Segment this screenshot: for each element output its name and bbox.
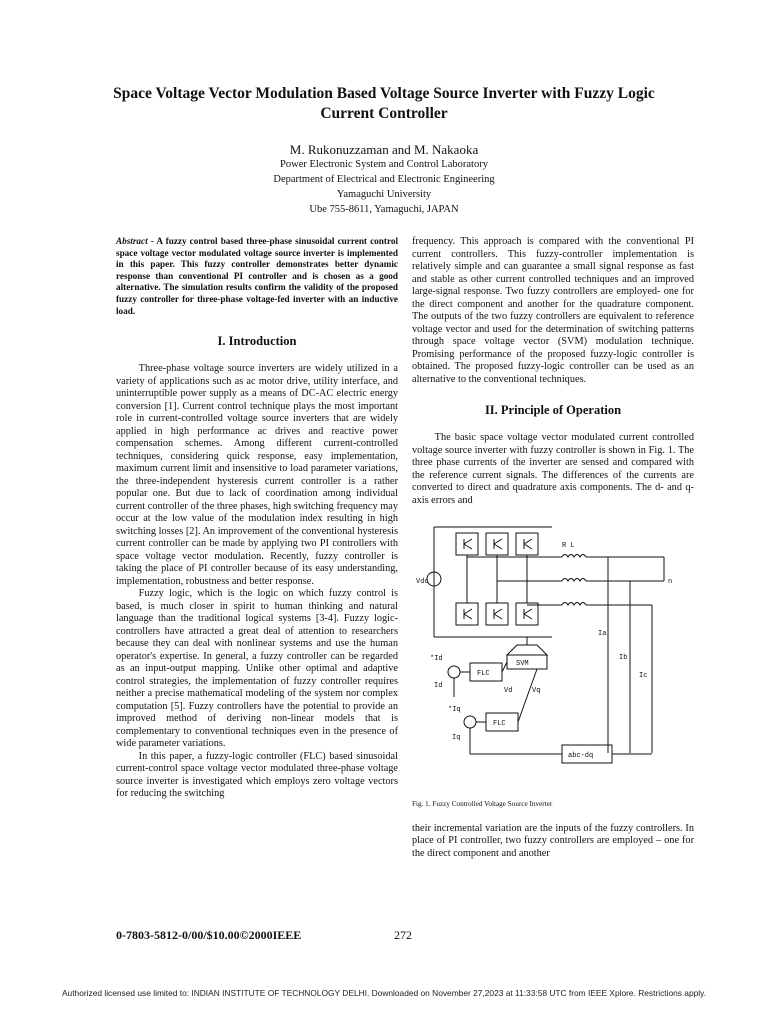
body-paragraph: Three-phase voltage source inverters are widely utilized in a variety of applications such as ac motor drive, utility interface, and uninterruptible power supply as a means of DC-AC electric energy conversion [1]. Current control technique plays the most important role in current-controlled voltage source inverters that are widely applied in high performance ac drives and reactive power compensation schemes. Among different current-controlled techniques, considering quick response, easy implementation, maximum current limit and insensitive to load parameter variations, the three-independent hysteresis current controller is a rather popular one. But due to lack of coordination among individual current controller of the three phases, high switching frequency may occur at the low value of the modulation index resulting in high switching losses [2]. An improvement of the conventional hysteresis current controller can be made by applying two PI controllers with space voltage vector modulation. Recently, fuzzy controller is taking the place of PI controller because of its easy understanding, implementation, robustness and better response. xyxy=(116,363,398,587)
figure-caption: Fig. 1. Fuzzy Controlled Voltage Source Inverter xyxy=(412,799,553,808)
fig-label-vdc: Vdc xyxy=(416,578,429,586)
affiliation-line: Yamaguchi University xyxy=(336,189,432,200)
section-heading-introduction: I. Introduction xyxy=(217,334,297,349)
fig-label-id: Id xyxy=(434,682,443,690)
fig-label-svm: SVM xyxy=(516,660,529,668)
fig-label-id-ref: *Id xyxy=(430,655,443,663)
body-paragraph: Fuzzy logic, which is the logic on which fuzzy control is based, is much closer in spirit to human thinking and natural language than the traditional logical systems [3-4]. Fuzzy logic-controllers have attracted a great deal of attention to researchers because they can deal with nonlinear systems and use the human operator's expertise. In general, a fuzzy controller can be regarded as an input-output mapping. Unlike other optimal and adaptive control strategies, the implementation of fuzzy controller requires neither a precise mathematical modeling of the system nor complex computation [5]. Fuzzy controllers have the potential to provide an improved method of deriving non-linear models that is complementary to conventional techniques even in the presence of wide parameter variations. xyxy=(116,588,398,750)
affiliation-line: Ube 755-8611, Yamaguchi, JAPAN xyxy=(309,204,459,215)
body-paragraph: In this paper, a fuzzy-logic controller (FLC) based sinusoidal current-control space voltage vector modulated three-phase voltage source inverter is investigated which employs zero voltage vectors for reducing the switching xyxy=(116,750,398,800)
fig-label-ic: Ic xyxy=(639,672,648,680)
fig-label-iq: Iq xyxy=(452,734,461,742)
section-heading-principle: II. Principle of Operation xyxy=(484,403,622,417)
copyright-code: 0-7803-5812-0/00/$10.00©2000IEEE xyxy=(116,928,302,942)
left-column xyxy=(116,236,398,801)
paper-title: Space Voltage Vector Modulation Based Voltage Source Inverter with Fuzzy Logic Current Controller xyxy=(113,85,655,122)
fig-label-abc-dq: abc-dq xyxy=(568,752,594,760)
affiliation-block xyxy=(100,157,668,217)
fig-label-flc-d: FLC xyxy=(477,670,490,678)
fig-label-n: n xyxy=(668,578,673,586)
page-number: 272 xyxy=(394,928,412,942)
abstract xyxy=(116,236,398,317)
fig-label-iq-ref: *Iq xyxy=(448,706,461,714)
fig-label-flc-q: FLC xyxy=(493,720,506,728)
fig-label-vd: Vd xyxy=(504,687,513,695)
body-paragraph: The basic space voltage vector modulated current controlled voltage source inverter with fuzzy controller is shown in Fig. 1. The three phase currents of the inverter are sensed and compared with the reference current signals. The differences of the currents are converted to direct and quadrature axis components. The d- and q- axis errors and xyxy=(412,432,694,506)
fig-label-ia: Ia xyxy=(598,630,607,638)
abstract-body: - A fuzzy control based three-phase sinusoidal current control space voltage vector modulated voltage source inverter is implemented in this paper. This fuzzy controller demonstrates better dynamic response than conventional PI controller and is chosen as a good alternative. The simulation results confirm the validity of the proposed fuzzy controller for three-phase voltage-fed inverter with an inductive load. xyxy=(116,236,398,316)
figure-1-circuit-diagram xyxy=(412,517,694,785)
affiliation-line: Department of Electrical and Electronic Engineering xyxy=(273,174,495,185)
fig-label-rl: R L xyxy=(562,542,575,550)
fig-label-vq: Vq xyxy=(532,687,541,695)
affiliation-line: Power Electronic System and Control Laboratory xyxy=(280,159,488,170)
abstract-lead: Abstract xyxy=(116,236,148,246)
author-list: M. Rukonuzzaman and M. Nakaoka xyxy=(289,142,479,157)
body-paragraph: their incremental variation are the inputs of the fuzzy controllers. In place of PI controller, two fuzzy controllers are employed – one for the direct component and another xyxy=(412,822,694,859)
license-notice: Authorized licensed use limited to: INDIAN INSTITUTE OF TECHNOLOGY DELHI. Downloaded on November 27,2023 at 11:33:58 UTC from IEEE Xplore. Restrictions apply. xyxy=(61,988,707,998)
right-column xyxy=(412,236,694,860)
body-paragraph: frequency. This approach is compared with the conventional PI current controllers. This fuzzy-controller implementation is relatively simple and can guarantee a small signal response as fast and stable as other current controlled techniques and an improved large-signal response. Two fuzzy controllers are employed- one for the direct component and another for the quadrature component. The outputs of the two fuzzy controllers are equivalent to reference voltage vector and used for the determination of switching patterns through space voltage vector (SVM) modulation technique. Promising performance of the proposed fuzzy-logic controller is obtained. The proposed fuzzy-logic controller can be used as an alternative to the conventional techniques. xyxy=(412,236,694,385)
fig-label-ib: Ib xyxy=(619,654,628,662)
